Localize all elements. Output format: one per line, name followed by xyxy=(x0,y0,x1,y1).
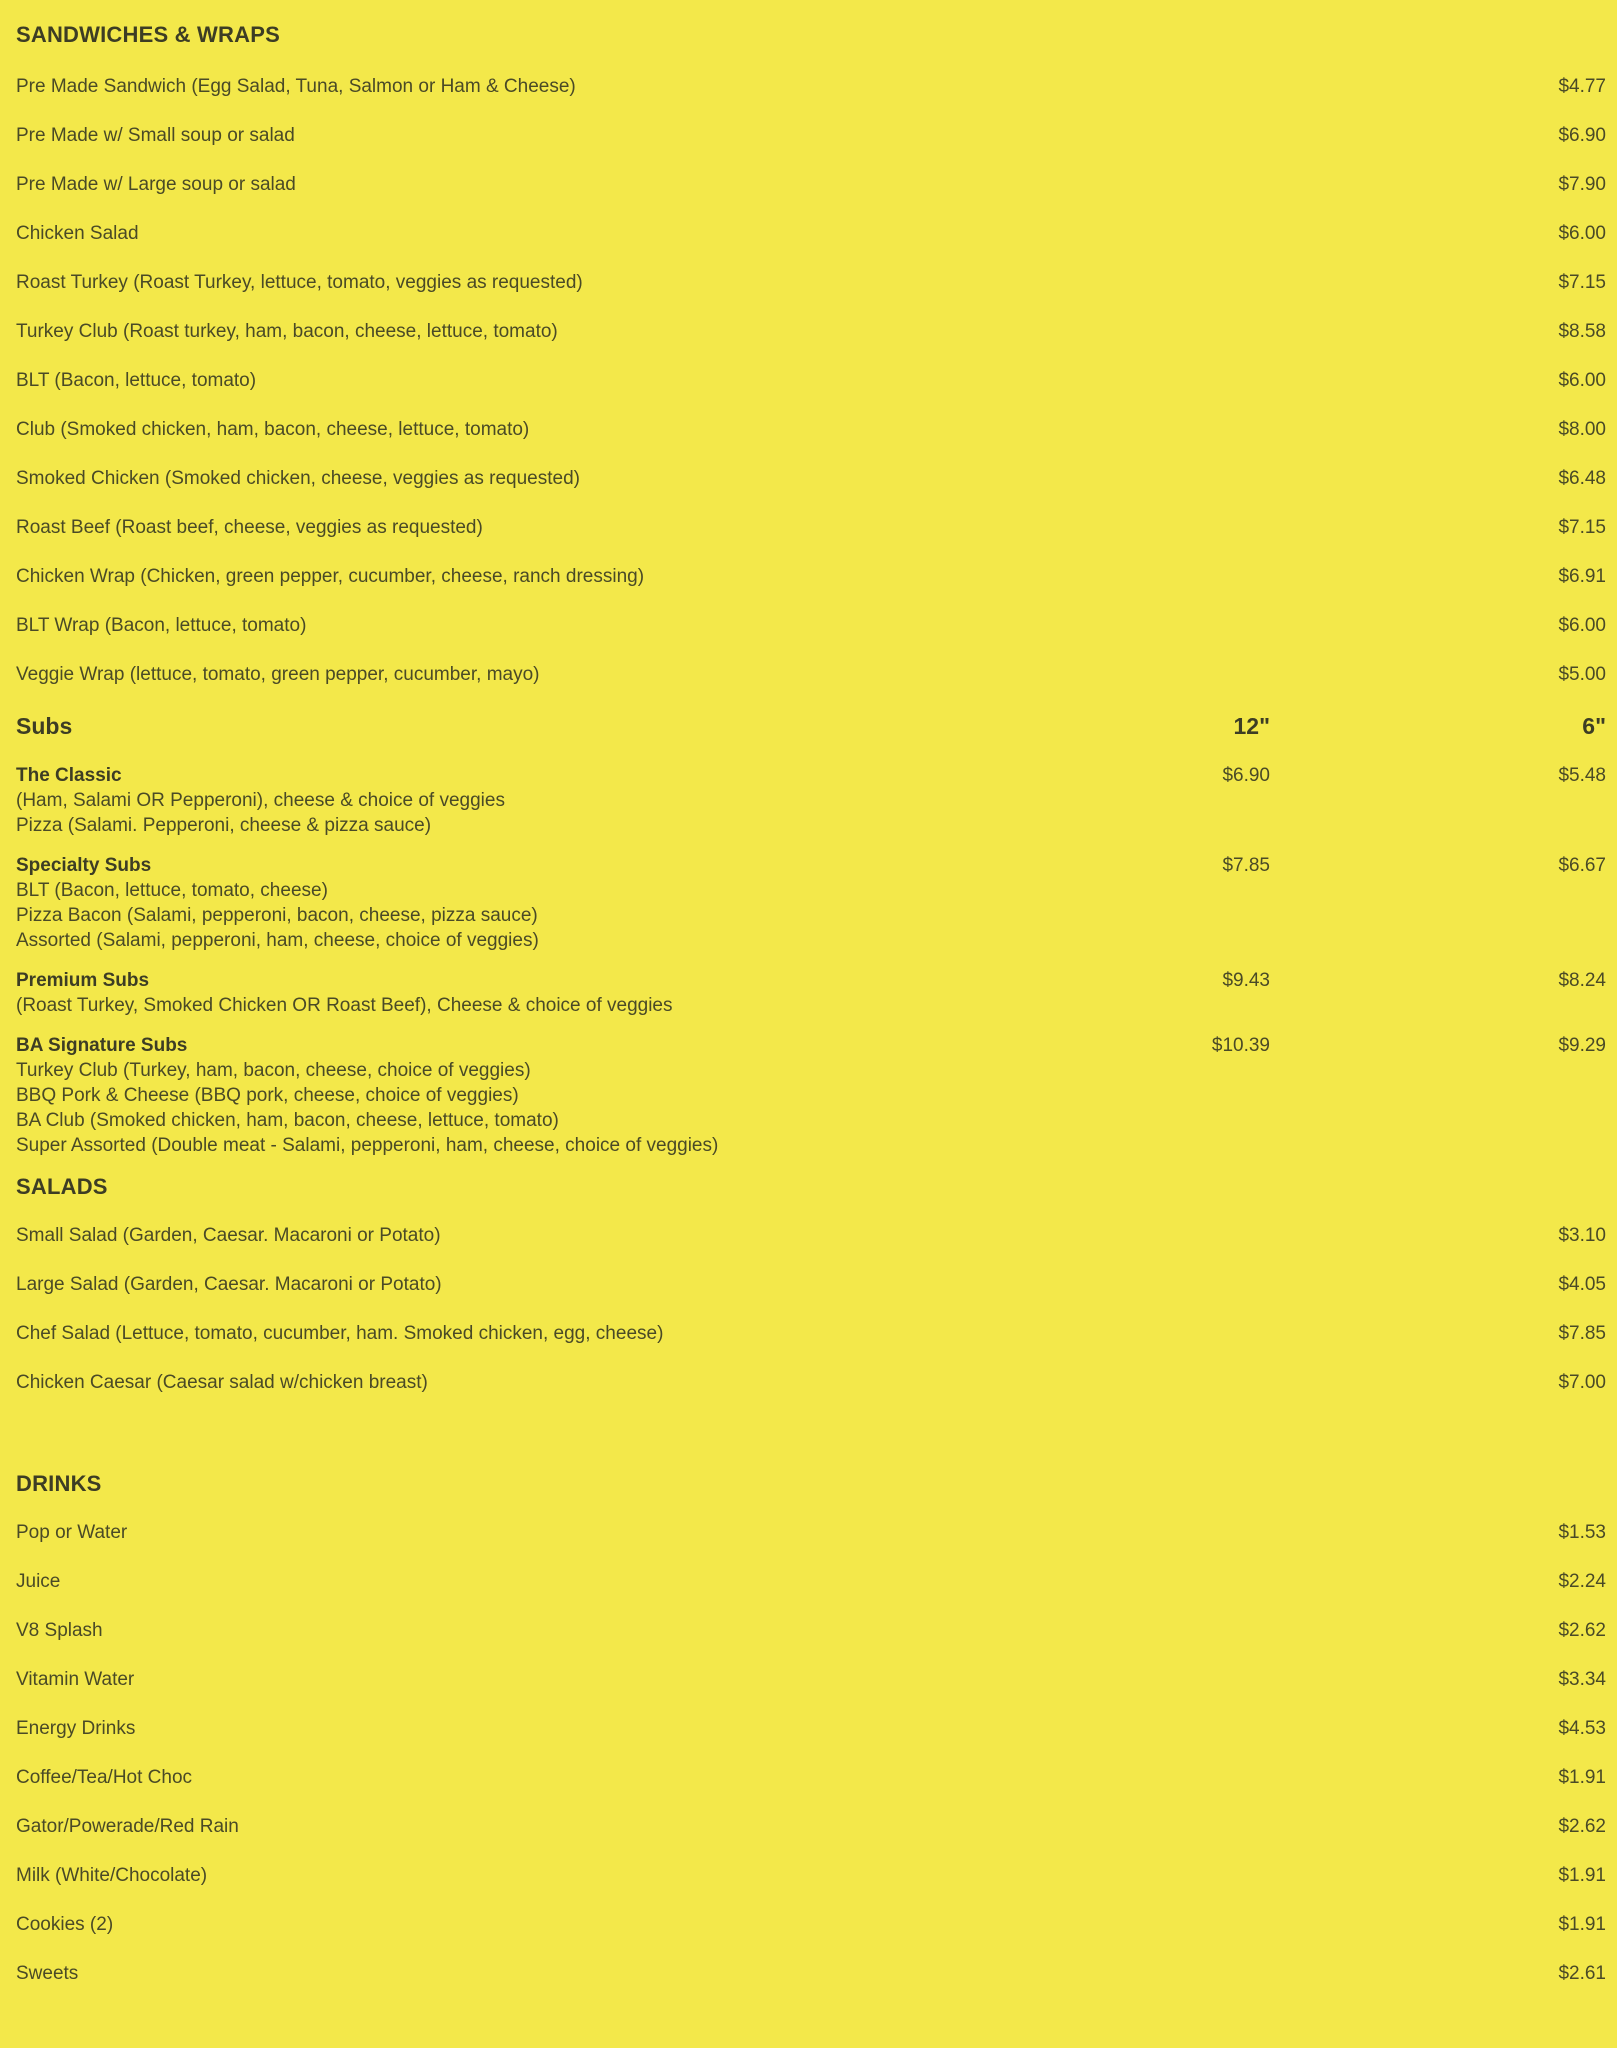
menu-item xyxy=(16,1669,1606,1699)
sub-price-6: $6.67 xyxy=(1558,855,1606,876)
sub-description: Assorted (Salami, pepperoni, ham, cheese, choice of veggies) xyxy=(16,930,539,951)
sandwiches-title: SANDWICHES & WRAPS xyxy=(16,22,280,47)
sub-item xyxy=(16,853,1606,953)
subs-title: Subs xyxy=(16,713,73,739)
item-price: $2.24 xyxy=(1558,1571,1606,1592)
item-name: Roast Beef (Roast beef, cheese, veggies as requested) xyxy=(16,517,483,538)
sub-description: BA Club (Smoked chicken, ham, bacon, cheese, lettuce, tomato) xyxy=(16,1110,559,1131)
item-price: $4.05 xyxy=(1558,1274,1606,1295)
menu-item xyxy=(16,1816,1606,1846)
menu-item xyxy=(16,223,1606,253)
item-name: Club (Smoked chicken, ham, bacon, cheese, lettuce, tomato) xyxy=(16,419,530,440)
sub-item xyxy=(16,1033,1606,1158)
sub-description: Turkey Club (Turkey, ham, bacon, cheese, choice of veggies) xyxy=(16,1060,531,1081)
item-price: $6.48 xyxy=(1558,468,1606,489)
sub-price-12: $10.39 xyxy=(1211,1035,1270,1056)
menu-item xyxy=(16,1767,1606,1797)
menu-item xyxy=(16,1522,1606,1552)
item-price: $3.34 xyxy=(1558,1669,1606,1690)
item-name: Gator/Powerade/Red Rain xyxy=(16,1816,239,1837)
item-price: $6.00 xyxy=(1558,615,1606,636)
menu-item xyxy=(16,1718,1606,1748)
item-price: $2.61 xyxy=(1558,1963,1606,1984)
menu-item xyxy=(16,125,1606,155)
menu-item xyxy=(16,76,1606,106)
item-name: Veggie Wrap (lettuce, tomato, green pepper, cucumber, mayo) xyxy=(16,664,540,685)
sub-description: Pizza (Salami. Pepperoni, cheese & pizza sauce) xyxy=(16,815,432,836)
item-name: Energy Drinks xyxy=(16,1718,136,1739)
salads-title: SALADS xyxy=(16,1174,108,1199)
sub-price-6: $9.29 xyxy=(1558,1035,1606,1056)
menu-item xyxy=(16,615,1606,645)
menu-item xyxy=(16,1571,1606,1601)
item-price: $3.10 xyxy=(1558,1225,1606,1246)
sub-item xyxy=(16,763,1606,838)
item-price: $1.91 xyxy=(1558,1865,1606,1886)
item-price: $7.00 xyxy=(1558,1372,1606,1393)
drinks-title: DRINKS xyxy=(16,1471,102,1496)
item-price: $4.77 xyxy=(1558,76,1606,97)
item-name: Pre Made w/ Large soup or salad xyxy=(16,174,296,195)
menu-item xyxy=(16,517,1606,547)
sub-name: The Classic xyxy=(16,765,122,786)
item-name: Sweets xyxy=(16,1963,79,1984)
item-price: $2.62 xyxy=(1558,1620,1606,1641)
menu-item xyxy=(16,1225,1606,1255)
item-price: $1.91 xyxy=(1558,1767,1606,1788)
item-price: $7.15 xyxy=(1558,517,1606,538)
sub-name: Specialty Subs xyxy=(16,855,152,876)
menu-item xyxy=(16,1963,1606,1993)
item-name: Juice xyxy=(16,1571,61,1592)
sub-price-12: $6.90 xyxy=(1222,765,1270,786)
menu-item xyxy=(16,664,1606,694)
item-price: $6.90 xyxy=(1558,125,1606,146)
item-name: Chicken Wrap (Chicken, green pepper, cucumber, cheese, ranch dressing) xyxy=(16,566,645,587)
item-price: $8.58 xyxy=(1558,321,1606,342)
menu-item xyxy=(16,566,1606,596)
item-price: $7.15 xyxy=(1558,272,1606,293)
item-price: $4.53 xyxy=(1558,1718,1606,1739)
item-name: Turkey Club (Roast turkey, ham, bacon, cheese, lettuce, tomato) xyxy=(16,321,558,342)
sub-description: (Ham, Salami OR Pepperoni), cheese & choice of veggies xyxy=(16,790,505,811)
item-price: $7.90 xyxy=(1558,174,1606,195)
menu-item xyxy=(16,1914,1606,1944)
sub-description: BBQ Pork & Cheese (BBQ pork, cheese, choice of veggies) xyxy=(16,1085,519,1106)
menu-item xyxy=(16,1323,1606,1353)
item-name: Roast Turkey (Roast Turkey, lettuce, tomato, veggies as requested) xyxy=(16,272,583,293)
sub-price-6: $8.24 xyxy=(1558,970,1606,991)
item-price: $1.53 xyxy=(1558,1522,1606,1543)
sub-price-6: $5.48 xyxy=(1558,765,1606,786)
item-price: $1.91 xyxy=(1558,1914,1606,1935)
item-price: $6.91 xyxy=(1558,566,1606,587)
item-name: Coffee/Tea/Hot Choc xyxy=(16,1767,193,1788)
item-name: Pre Made Sandwich (Egg Salad, Tuna, Salmon or Ham & Cheese) xyxy=(16,76,576,97)
item-price: $5.00 xyxy=(1558,664,1606,685)
sub-price-12: $7.85 xyxy=(1222,855,1270,876)
item-price: $7.85 xyxy=(1558,1323,1606,1344)
item-name: Large Salad (Garden, Caesar. Macaroni or Potato) xyxy=(16,1274,442,1295)
item-name: Vitamin Water xyxy=(16,1669,135,1690)
menu-item xyxy=(16,468,1606,498)
menu-item xyxy=(16,419,1606,449)
item-name: Milk (White/Chocolate) xyxy=(16,1865,208,1886)
menu-item xyxy=(16,1372,1606,1402)
item-name: Pop or Water xyxy=(16,1522,128,1543)
menu-item xyxy=(16,272,1606,302)
subs-col-6-inch: 6" xyxy=(1582,713,1606,739)
item-name: Chef Salad (Lettuce, tomato, cucumber, ham. Smoked chicken, egg, cheese) xyxy=(16,1323,664,1344)
menu-item xyxy=(16,1865,1606,1895)
item-name: V8 Splash xyxy=(16,1620,103,1641)
menu-item xyxy=(16,370,1606,400)
item-price: $8.00 xyxy=(1558,419,1606,440)
item-name: Pre Made w/ Small soup or salad xyxy=(16,125,295,146)
sub-description: BLT (Bacon, lettuce, tomato, cheese) xyxy=(16,880,328,901)
menu-item xyxy=(16,1620,1606,1650)
sub-description: (Roast Turkey, Smoked Chicken OR Roast Beef), Cheese & choice of veggies xyxy=(16,995,673,1016)
item-price: $2.62 xyxy=(1558,1816,1606,1837)
sub-description: Pizza Bacon (Salami, pepperoni, bacon, cheese, pizza sauce) xyxy=(16,905,538,926)
sub-item xyxy=(16,968,1606,1018)
sub-name: Premium Subs xyxy=(16,970,150,991)
item-name: Cookies (2) xyxy=(16,1914,114,1935)
sub-name: BA Signature Subs xyxy=(16,1035,188,1056)
menu-item xyxy=(16,321,1606,351)
item-name: Small Salad (Garden, Caesar. Macaroni or Potato) xyxy=(16,1225,441,1246)
menu-item xyxy=(16,1274,1606,1304)
item-name: Chicken Caesar (Caesar salad w/chicken breast) xyxy=(16,1372,428,1393)
menu-item xyxy=(16,174,1606,204)
item-price: $6.00 xyxy=(1558,223,1606,244)
item-name: BLT (Bacon, lettuce, tomato) xyxy=(16,370,257,391)
subs-col-12-inch: 12" xyxy=(1233,713,1270,739)
sub-description: Super Assorted (Double meat - Salami, pepperoni, ham, cheese, choice of veggies) xyxy=(16,1135,719,1156)
item-price: $6.00 xyxy=(1558,370,1606,391)
item-name: Smoked Chicken (Smoked chicken, cheese, veggies as requested) xyxy=(16,468,580,489)
item-name: Chicken Salad xyxy=(16,223,139,244)
item-name: BLT Wrap (Bacon, lettuce, tomato) xyxy=(16,615,307,636)
subs-header xyxy=(16,713,1606,743)
sub-price-12: $9.43 xyxy=(1222,970,1270,991)
